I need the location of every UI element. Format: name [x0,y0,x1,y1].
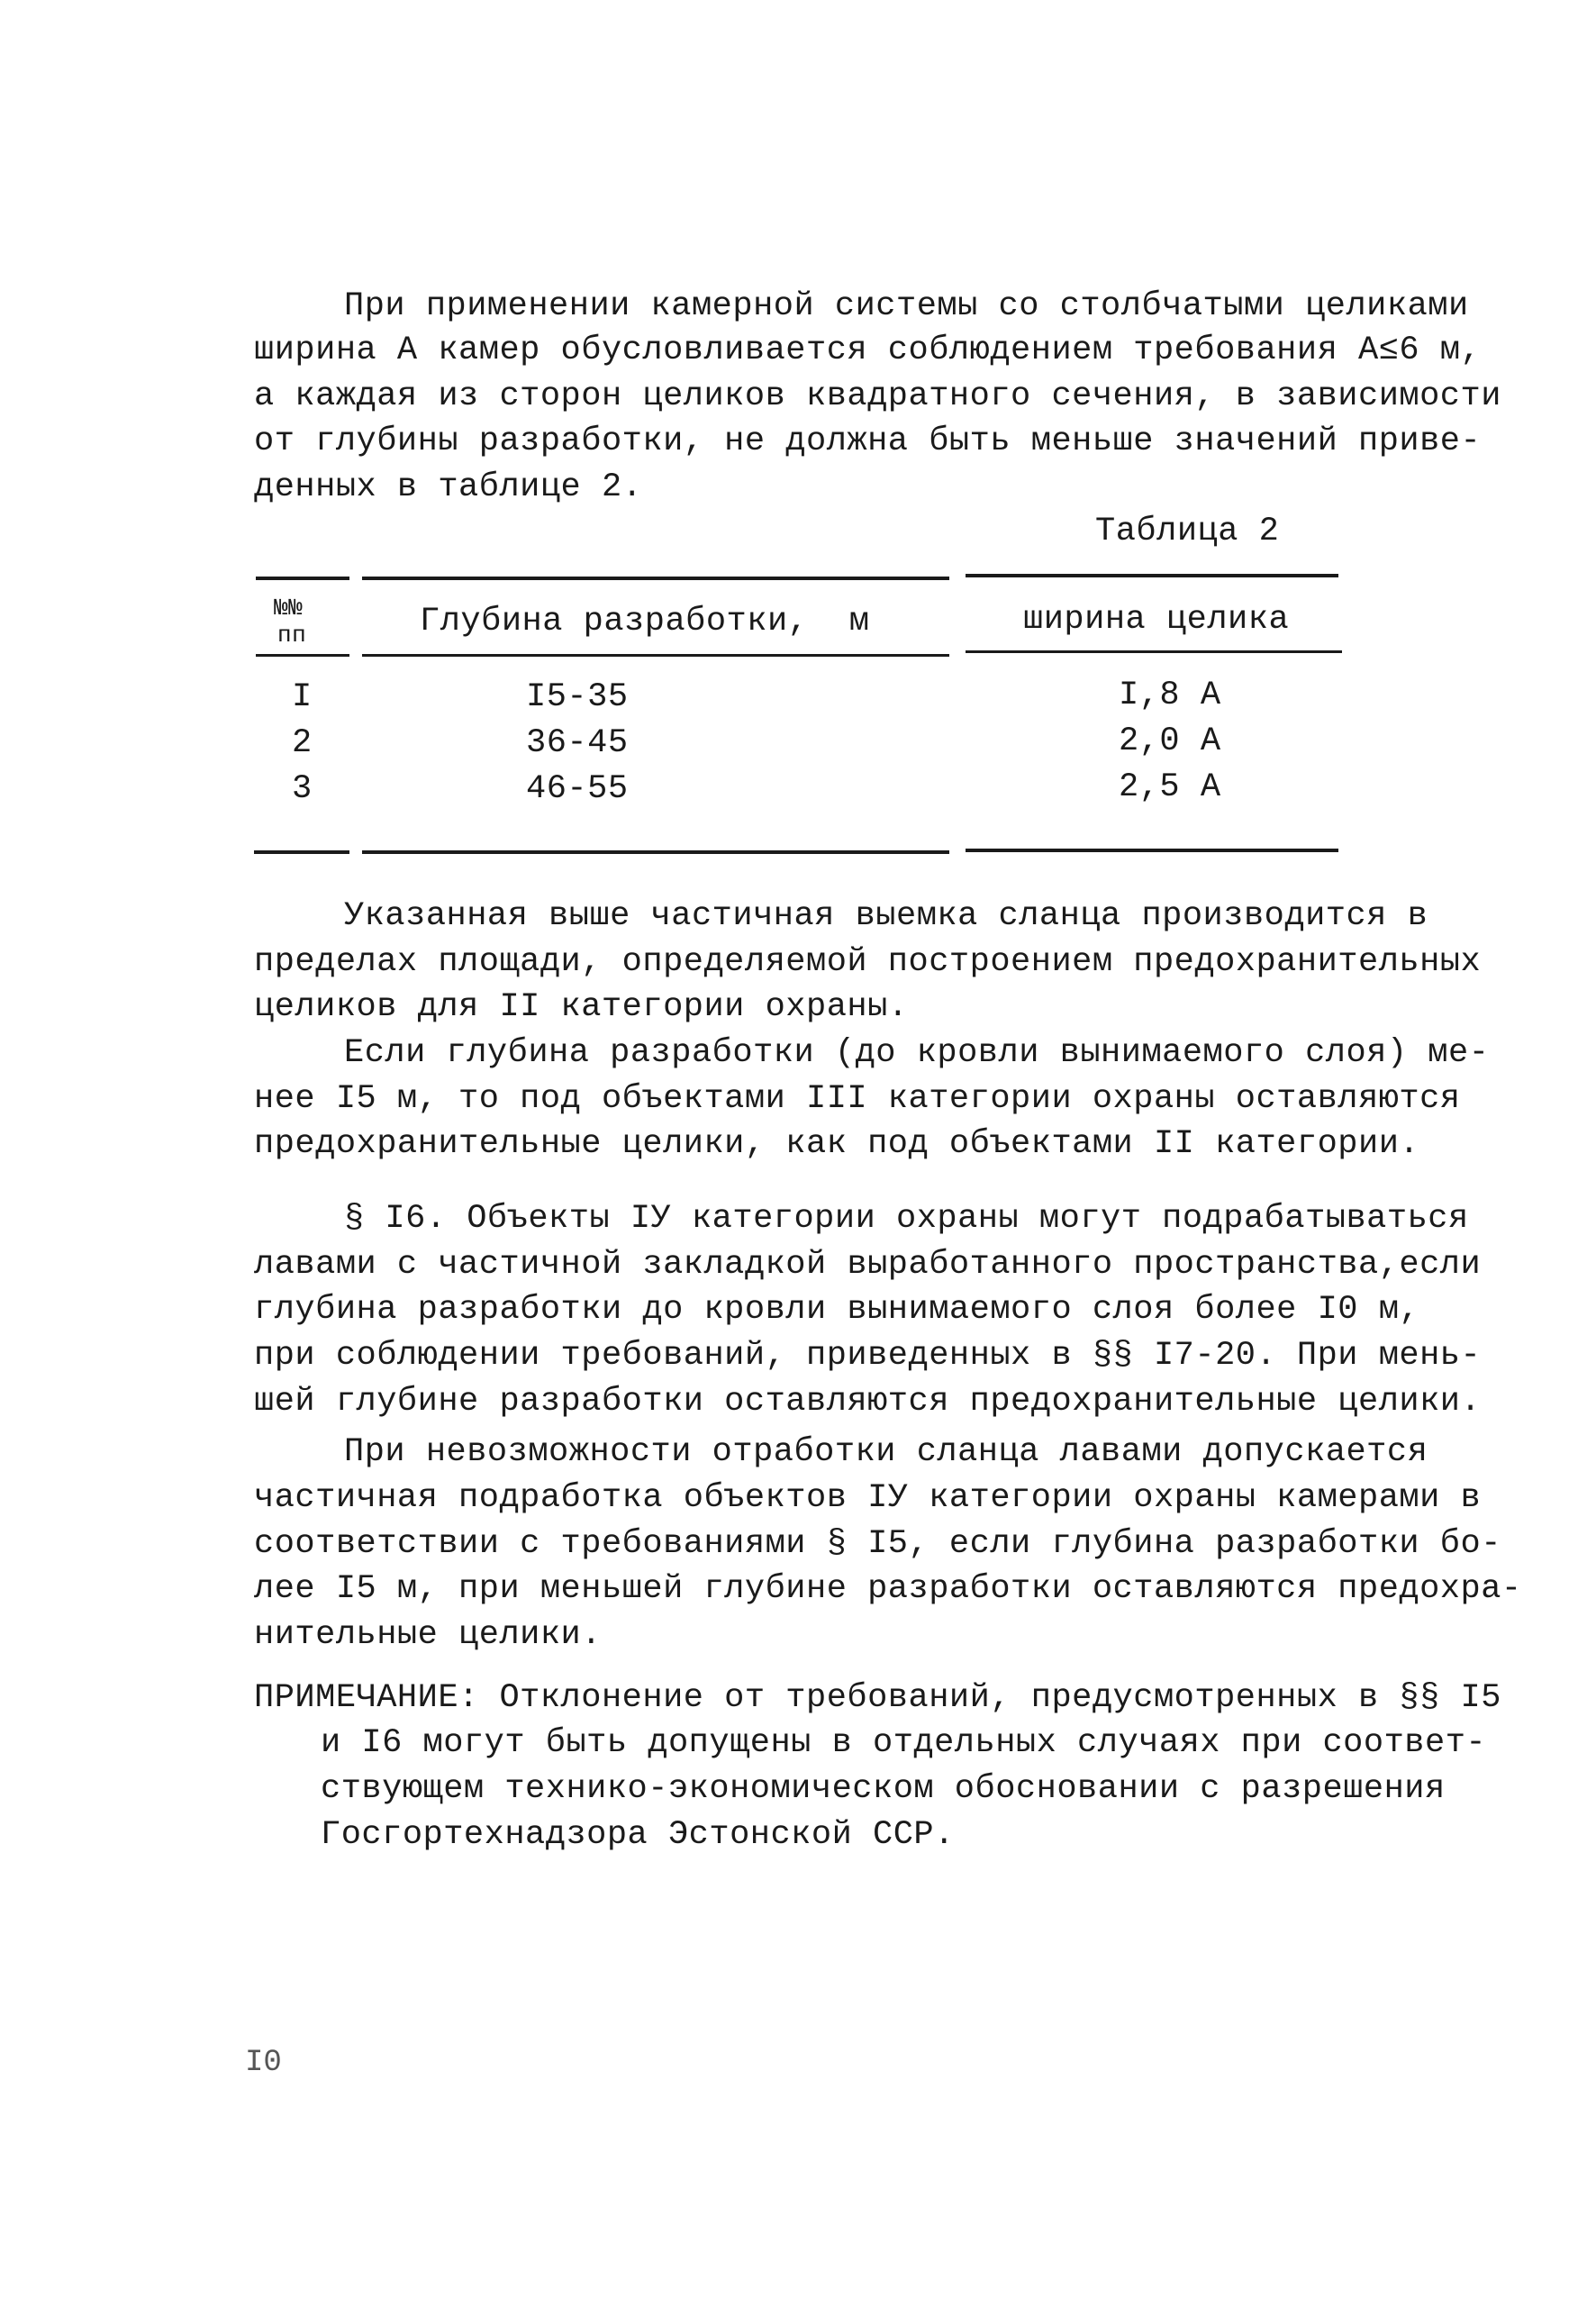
paragraph-line: глубина разработки до кровли вынимаемого слоя более I0 м, [254,1291,1420,1329]
paragraph-line: от глубины разработки, не должна быть меньше значений приве- [254,422,1482,460]
paragraph-line: При применении камерной системы со столбчатыми целиками [344,287,1469,325]
page-number: I0 [245,2046,282,2080]
row-depth: 46-55 [526,770,629,808]
table-bottom-rule [254,850,349,854]
table-top-rule [256,577,349,580]
paragraph-line: ширина А камер обусловливается соблюдением требования А≤6 м, [254,332,1482,369]
paragraph-line: § I6. Объекты IУ категории охраны могут подрабатываться [344,1200,1469,1238]
note-line: Госгортехнадзора Эстонской ССР. [321,1816,955,1854]
note-line: ПРИМЕЧАНИЕ: Отклонение от требований, предусмотренных в §§ I5 [254,1679,1501,1717]
row-num: 3 [292,770,313,808]
paragraph-line: нее I5 м, то под объектами III категории охраны оставляются [254,1080,1461,1118]
paragraph-line: шей глубине разработки оставляются предохранительные целики. [254,1383,1482,1421]
paragraph-line: При невозможности отработки сланца лавами допускается [344,1433,1428,1471]
note-line: и I6 могут быть допущены в отдельных случаях при соответ- [321,1724,1487,1762]
paragraph-line: предохранительные целики, как под объектами II категории. [254,1125,1420,1163]
table-caption: Таблица 2 [1095,513,1280,550]
row-num: 2 [292,724,313,762]
paragraph-line: Указанная выше частичная выемка сланца производится в [344,897,1428,935]
header-underline [966,650,1342,653]
header-underline [256,654,349,657]
table-top-rule [362,577,949,580]
paragraph-line: целиков для II категории охраны. [254,988,909,1026]
header-underline [362,654,949,657]
row-width: 2,5 А [1119,768,1221,806]
paragraph-line: частичная подработка объектов IУ категории охраны камерами в [254,1479,1482,1517]
header-width: ширина целика [1023,601,1290,639]
table-top-rule [966,574,1338,577]
paragraph-line: лее I5 м, при меньшей глубине разработки оставляются предохра- [254,1570,1522,1608]
paragraph-line: пределах площади, определяемой построением предохранительных [254,943,1482,981]
paragraph-line: соответствии с требованиями § I5, если глубина разработки бо- [254,1525,1501,1563]
row-depth: I5-35 [526,678,629,716]
paragraph-line: лавами с частичной закладкой выработанного пространства,если [254,1246,1482,1284]
paragraph-line: Если глубина разработки (до кровли вынимаемого слоя) ме- [344,1034,1490,1072]
paragraph-line: нительные целики. [254,1616,602,1654]
paragraph-line: при соблюдении требований, приведенных в §§ I7-20. При мень- [254,1337,1482,1375]
row-num: I [292,678,313,716]
paragraph-line: денных в таблице 2. [254,468,643,506]
table-bottom-rule [966,849,1338,852]
row-width: I,8 А [1119,677,1221,714]
row-depth: 36-45 [526,724,629,762]
header-num-top: №№ [274,595,304,622]
header-num-bottom: пп [277,622,307,649]
row-width: 2,0 А [1119,722,1221,760]
header-depth: Глубина разработки, м [420,603,870,640]
note-line: ствующем технико-экономическом обосновании с разрешения [321,1770,1446,1808]
table-bottom-rule [362,850,949,854]
paragraph-line: а каждая из сторон целиков квадратного сечения, в зависимости [254,377,1501,415]
